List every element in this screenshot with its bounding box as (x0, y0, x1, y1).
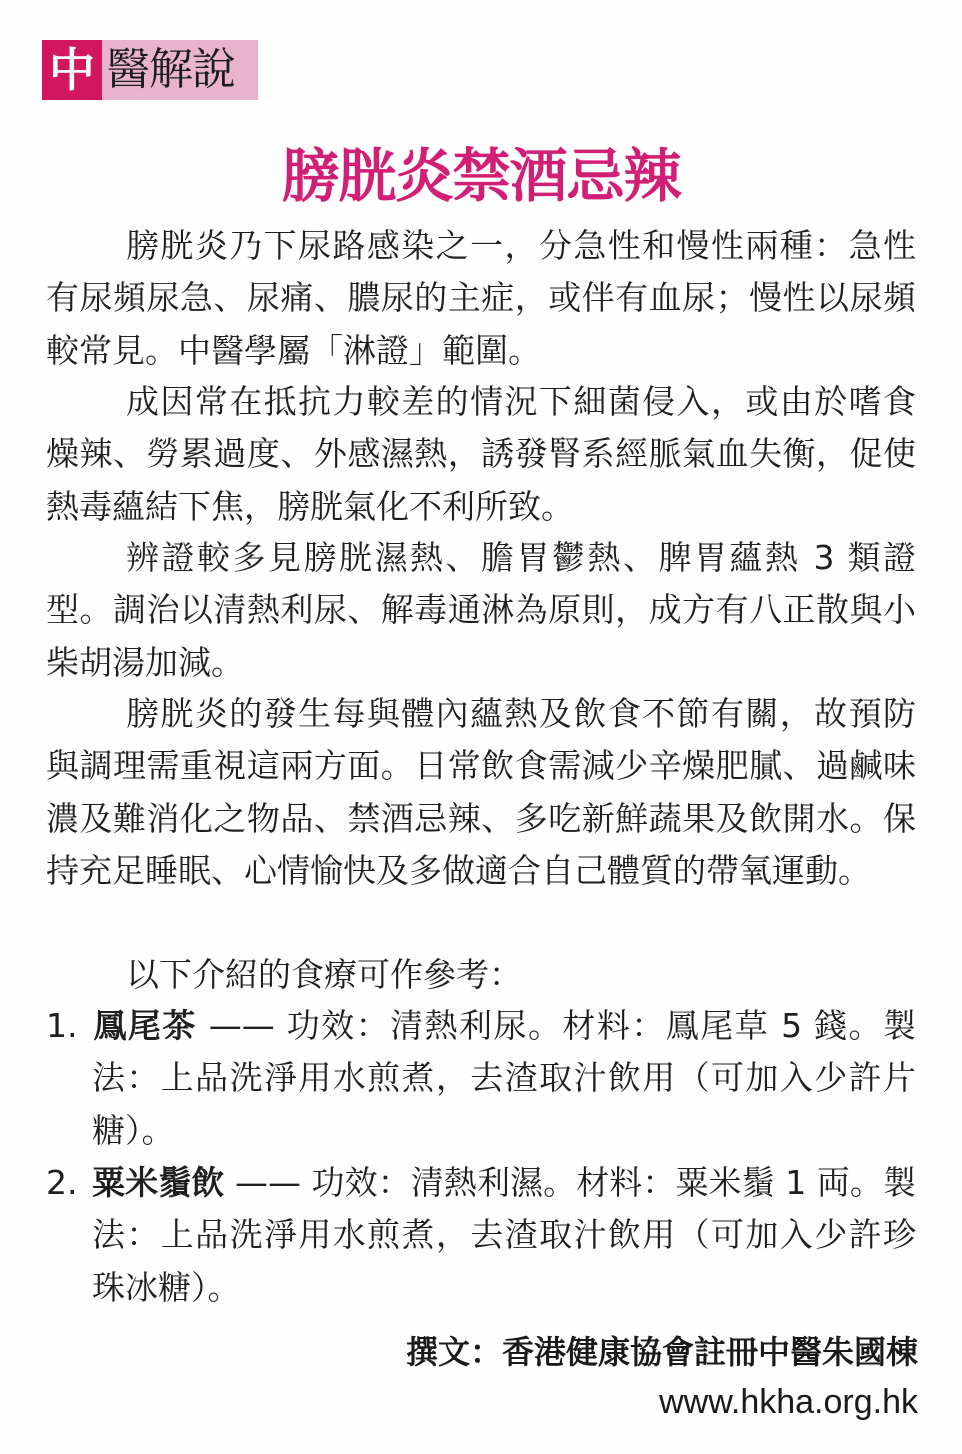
paragraph-diagnosis: 辨證較多見膀胱濕熱、膽胃鬱熱、脾胃蘊熱 3 類證型。調治以清熱利尿、解毒通淋為原則，成方有八正散與小柴胡湯加減。 (46, 538, 916, 682)
paragraph-recipes-intro: 以下介紹的食療可作參考： (126, 955, 522, 994)
recipe-name: 鳳尾茶 (92, 1006, 197, 1045)
recipe-description: —— 功效：清熱利尿。材料：鳳尾草 5 錢。製法：上品洗淨用水煎煮，去渣取汁飲用（可加入少許片糖）。 (92, 1006, 916, 1150)
article-title: 膀胱炎禁酒忌辣 (281, 142, 681, 210)
paragraph-prevention: 膀胱炎的發生每與體內蘊熱及飲食不節有關，故預防與調理需重視這兩方面。日常飲食需減少辛燥肥膩、過鹹味濃及難消化之物品、禁酒忌辣、多吃新鮮蔬果及飲開水。保持充足睡眠、心情愉快及多做適合自己體質的帶氧運動。 (46, 694, 916, 891)
author-credit: 撰文：香港健康協會註冊中醫朱國棟 (405, 1333, 918, 1371)
column-label: 醫解說 (106, 44, 235, 95)
recipe-item (46, 1157, 916, 1314)
column-mark: 中 (42, 40, 102, 100)
website-url: www.hkha.org.hk (659, 1383, 918, 1421)
paragraph-intro: 膀胱炎乃下尿路感染之一，分急性和慢性兩種：急性有尿頻尿急、尿痛、膿尿的主症，或伴有血尿；慢性以尿頻較常見。中醫學屬「淋證」範圍。 (46, 226, 916, 370)
recipe-name: 粟米鬚飲 (92, 1163, 225, 1202)
recipe-number: 1. (46, 1006, 78, 1045)
column-header (42, 40, 258, 100)
recipe-item (46, 1000, 916, 1157)
paragraph-cause: 成因常在抵抗力較差的情況下細菌侵入，或由於嗜食燥辣、勞累過度、外感濕熱，誘發腎系經脈氣血失衡，促使熱毒蘊結下焦，膀胱氣化不利所致。 (46, 382, 916, 526)
recipe-number: 2. (46, 1163, 78, 1202)
recipe-description: —— 功效：清熱利濕。材料：粟米鬚 1 両。製法：上品洗淨用水煎煮，去渣取汁飲用（可加入少許珍珠冰糖）。 (92, 1163, 916, 1307)
